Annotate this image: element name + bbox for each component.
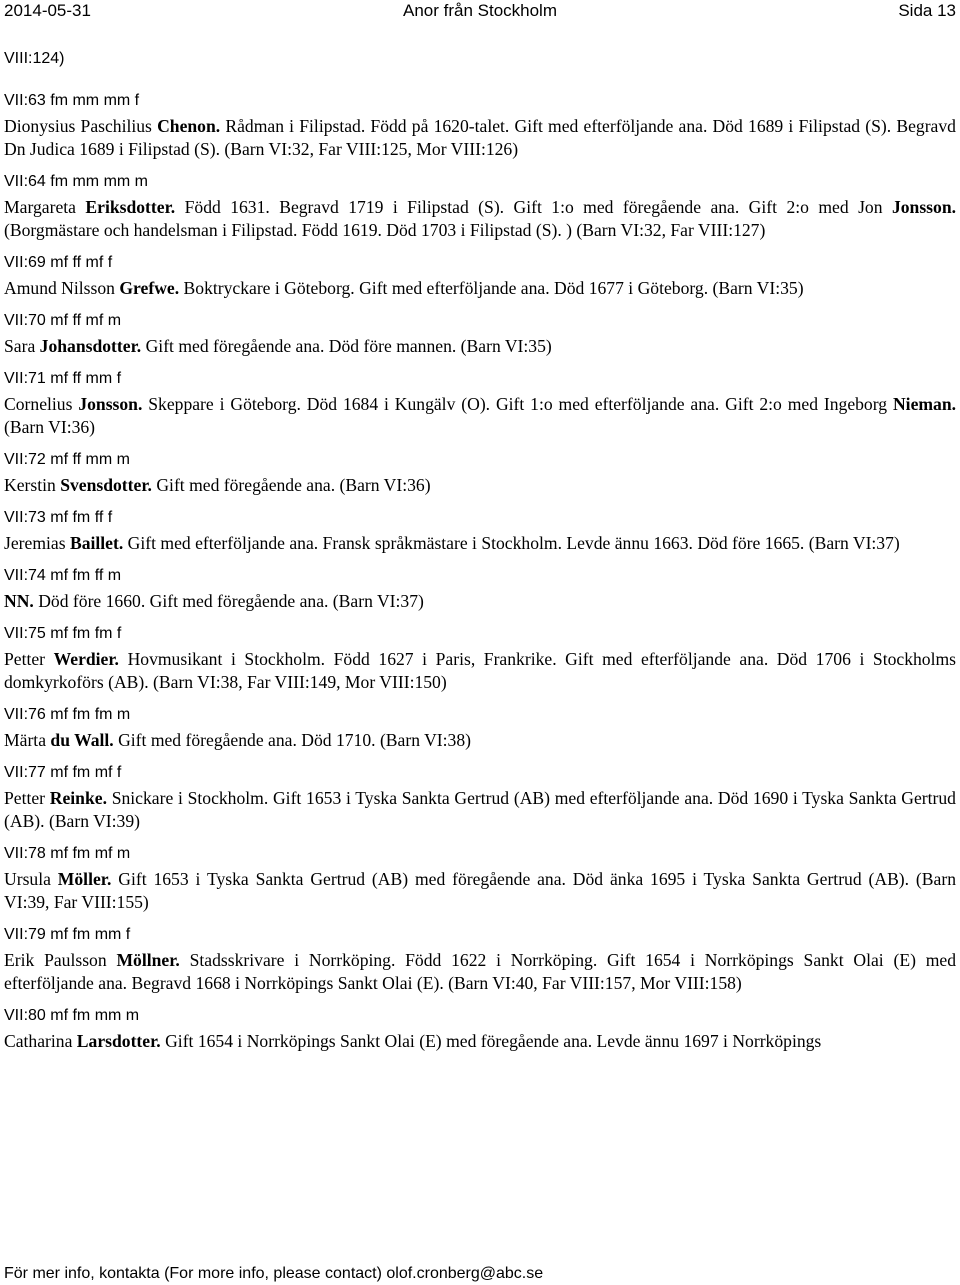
- ancestor-description: [4, 729, 956, 752]
- ancestor-details: Skeppare i Göteborg. Död 1684 i Kungälv (O). Gift 1:o med efterföljande ana. Gift 2:o med Ingeborg: [148, 394, 888, 414]
- given-name: Erik Paulsson: [4, 950, 107, 970]
- ancestor-code: VII:64 fm mm mm m: [4, 173, 148, 190]
- ancestor-description: [4, 115, 956, 161]
- surname: Möller.: [57, 869, 112, 889]
- given-name: Margareta: [4, 197, 76, 217]
- ancestor-description: [4, 393, 956, 439]
- given-name: Petter: [4, 788, 46, 808]
- ancestor-entry: [4, 623, 956, 694]
- ancestor-details: Gift 1653 i Tyska Sankta Gertrud (AB) med föregående ana. Död änka 1695 i Tyska Sankta Gertrud (AB). (Barn VI:39, Far VIII:155): [4, 869, 956, 912]
- surname: NN.: [4, 591, 34, 611]
- ancestor-entry: [4, 565, 956, 613]
- spouse-surname: Jonsson.: [891, 197, 957, 217]
- ancestor-details: Boktryckare i Göteborg. Gift med efterföljande ana. Död 1677 i Göteborg. (Barn VI:35): [183, 278, 804, 298]
- header-date: 2014-05-31: [4, 1, 91, 20]
- ancestor-code: VII:77 mf fm mf f: [4, 764, 122, 781]
- surname: Larsdotter.: [76, 1031, 161, 1051]
- ancestor-details-continued: (Barn VI:36): [4, 417, 96, 437]
- ancestor-entry: [4, 171, 956, 242]
- ancestor-details: Född 1631. Begravd 1719 i Filipstad (S). Gift 1:o med föregående ana. Gift 2:o med Jon: [184, 197, 883, 217]
- ancestor-code: VII:71 mf ff mm f: [4, 370, 122, 387]
- ancestor-details: Rådman i Filipstad. Född på 1620-talet. Gift med efterföljande ana. Död 1689 i Filipstad (S). Begravd Dn Judica 1689 i Filipstad (S). (Barn VI:32, Far VIII:125, Mor VIII:126): [4, 116, 956, 159]
- ancestor-entry: [4, 252, 956, 300]
- ancestor-description: [4, 949, 956, 995]
- given-name: Jeremias: [4, 533, 66, 553]
- surname: Eriksdotter.: [85, 197, 176, 217]
- ancestor-entry: [4, 704, 956, 752]
- ancestor-entry: [4, 310, 956, 358]
- ancestor-code: VII:75 mf fm fm f: [4, 625, 122, 642]
- given-name: Petter: [4, 649, 46, 669]
- surname: Werdier.: [53, 649, 119, 669]
- ancestor-description: [4, 532, 956, 555]
- ancestor-code: VII:72 mf ff mm m: [4, 451, 130, 468]
- ancestor-code: VII:69 mf ff mf f: [4, 254, 113, 271]
- given-name: Märta: [4, 730, 47, 750]
- ancestor-entry: [4, 1005, 956, 1053]
- ancestor-code: VII:79 mf fm mm f: [4, 926, 131, 943]
- ancestor-details: Gift med efterföljande ana. Fransk språkmästare i Stockholm. Levde ännu 1663. Död före 1665. (Barn VI:37): [127, 533, 900, 553]
- surname: Baillet.: [69, 533, 124, 553]
- ancestor-code: VII:80 mf fm mm m: [4, 1007, 140, 1024]
- document-title: Anor från Stockholm: [402, 1, 557, 20]
- ancestor-description: [4, 277, 956, 300]
- ancestor-details: Död före 1660. Gift med föregående ana. (Barn VI:37): [38, 591, 424, 611]
- ancestor-code: VII:74 mf fm ff m: [4, 567, 122, 584]
- surname: Johansdotter.: [39, 336, 142, 356]
- ancestor-description: [4, 787, 956, 833]
- ancestor-details: Snickare i Stockholm. Gift 1653 i Tyska Sankta Gertrud (AB) med efterföljande ana. Död 1690 i Tyska Sankta Gertrud (AB). (Barn VI:39): [4, 788, 956, 831]
- given-name: Sara: [4, 336, 36, 356]
- document-body: [4, 48, 956, 1063]
- ancestor-entry: [4, 843, 956, 914]
- ancestor-entry: [4, 762, 956, 833]
- ancestor-details: Stadsskrivare i Norrköping. Född 1622 i Norrköping. Gift 1654 i Norrköpings Sankt Olai (E) med efterföljande ana. Begravd 1668 i Norrköpings Sankt Olai (E). (Barn VI:40, Far VIII:157, Mor VIII:158): [4, 950, 957, 993]
- ancestor-entry: [4, 449, 956, 497]
- ancestor-description: [4, 590, 956, 613]
- ancestor-list: [4, 90, 956, 1053]
- page-header: [0, 0, 960, 22]
- ancestor-description: [4, 1030, 956, 1053]
- ancestor-description: [4, 474, 956, 497]
- surname: Jonsson.: [78, 394, 143, 414]
- ancestor-entry: [4, 507, 956, 555]
- surname: du Wall.: [50, 730, 114, 750]
- given-name: Cornelius: [4, 394, 73, 414]
- ancestor-details: Hovmusikant i Stockholm. Född 1627 i Paris, Frankrike. Gift med efterföljande ana. Död 1706 i Stockholms domkyrkoförs (AB). (Barn VI:38, Far VIII:149, Mor VIII:150): [4, 649, 957, 692]
- given-name: Catharina: [4, 1031, 73, 1051]
- ancestor-code: VII:73 mf fm ff f: [4, 509, 113, 526]
- given-name: Dionysius Paschilius: [4, 116, 152, 136]
- ancestor-entry: [4, 90, 956, 161]
- surname: Möllner.: [116, 950, 180, 970]
- ancestor-code: VII:78 mf fm mf m: [4, 845, 131, 862]
- continued-reference: VIII:124): [4, 50, 65, 67]
- given-name: Amund Nilsson: [4, 278, 115, 298]
- ancestor-details-continued: (Borgmästare och handelsman i Filipstad. Född 1619. Död 1703 i Filipstad (S). ) (Barn VI:32, Far VIII:127): [4, 220, 766, 240]
- ancestor-description: [4, 196, 956, 242]
- ancestor-details: Gift med föregående ana. Död 1710. (Barn VI:38): [118, 730, 471, 750]
- surname: Reinke.: [49, 788, 107, 808]
- ancestor-description: [4, 335, 956, 358]
- surname: Grefwe.: [119, 278, 180, 298]
- ancestor-description: [4, 868, 956, 914]
- ancestor-details: Gift med föregående ana. (Barn VI:36): [156, 475, 431, 495]
- ancestor-entry: [4, 368, 956, 439]
- surname: Svensdotter.: [60, 475, 152, 495]
- contact-footer: För mer info, kontakta (For more info, please contact) olof.cronberg@abc.se: [4, 1265, 544, 1282]
- ancestor-details: Gift 1654 i Norrköpings Sankt Olai (E) med föregående ana. Levde ännu 1697 i Norrköpings: [165, 1031, 822, 1051]
- ancestor-code: VII:63 fm mm mm f: [4, 92, 140, 109]
- ancestor-code: VII:70 mf ff mf m: [4, 312, 122, 329]
- ancestor-entry: [4, 924, 956, 995]
- ancestor-code: VII:76 mf fm fm m: [4, 706, 131, 723]
- spouse-surname: Nieman.: [892, 394, 957, 414]
- page-number: Sida 13: [898, 1, 956, 20]
- given-name: Ursula: [4, 869, 51, 889]
- given-name: Kerstin: [4, 475, 56, 495]
- ancestor-description: [4, 648, 956, 694]
- ancestor-details: Gift med föregående ana. Död före mannen. (Barn VI:35): [145, 336, 552, 356]
- surname: Chenon.: [157, 116, 221, 136]
